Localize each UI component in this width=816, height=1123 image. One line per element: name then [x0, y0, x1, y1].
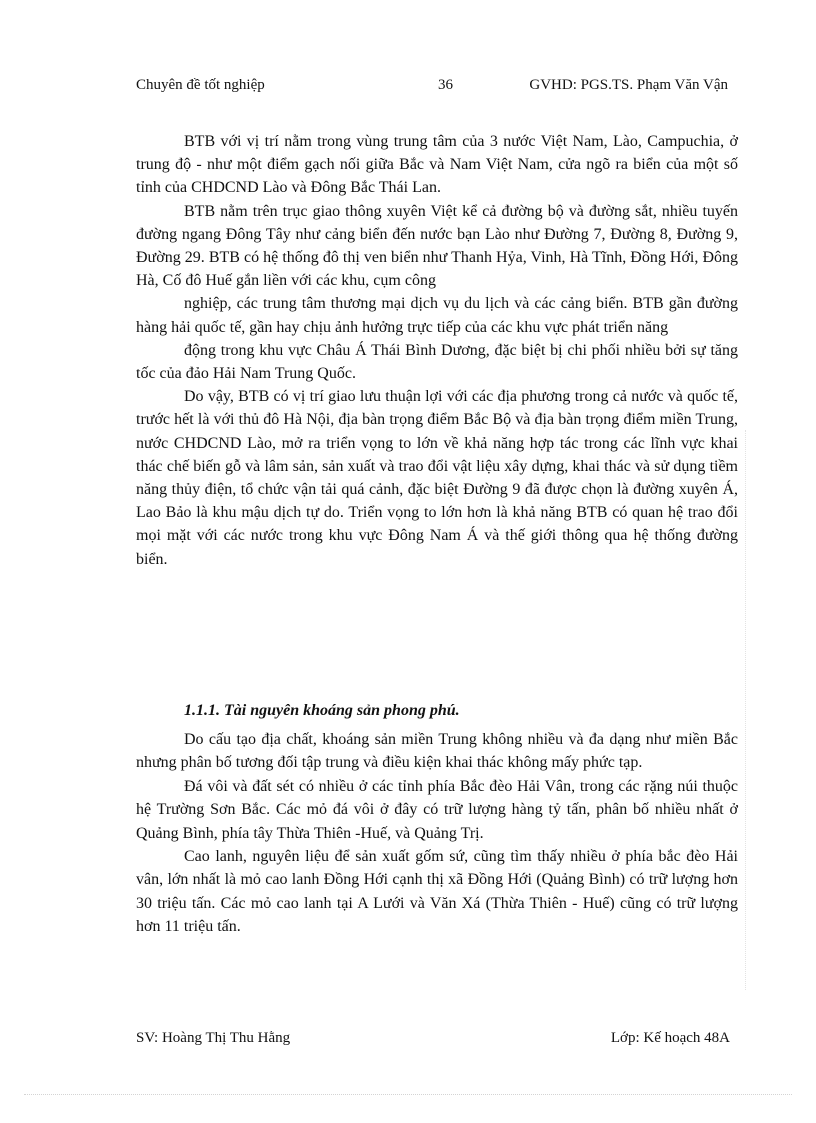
body-section-minerals [136, 728, 738, 939]
paragraph-kaolin: Cao lanh, nguyên liệu để sản xuất gốm sứ, cũng tìm thấy nhiều ở phía bắc đèo Hải vân, lớn nhất là mỏ cao lanh Đồng Hới cạnh thị xã Đồng Hới (Quảng Bình) có trữ lượng hơn 30 triệu tấn. Các mỏ cao lanh tại A Lưới và Văn Xá (Thừa Thiên - Huế) cũng có trữ lượng hơn 11 triệu tấn. [136, 848, 738, 936]
paragraph-geology: Do cấu tạo địa chất, khoáng sản miền Trung không nhiều và đa dạng như miền Bắc nhưng phân bố tương đối tập trung và điều kiện khai thác không mấy phức tạp. [136, 731, 738, 772]
footer-class: Lớp: Kế hoạch 48A [610, 1030, 730, 1046]
body-section-location [136, 130, 738, 571]
paragraph-exchange-prospects: Do vậy, BTB có vị trí giao lưu thuận lợi với các địa phương trong cả nước và quốc tế, trước hết là với thủ đô Hà Nội, địa bàn trọng điểm Bắc Bộ và địa bàn trọng điểm miền Trung, nước CHDCND Lào, mở ra triển vọng to lớn về khả năng hợp tác trong các lĩnh vực khai thác chế biến gỗ và lâm sản, sản xuất và trao đổi vật liệu xây dựng, khai thác và sử dụng tiềm năng thủy điện, tổ chức vận tải quá cảnh, đặc biệt Đường 9 đã được chọn là đường xuyên Á, Lao Bảo là khu mậu dịch tự do. Triển vọng to lớn hơn là khả năng BTB có quan hệ trao đổi mọi mặt với các nước trong khu vực Đông Nam Á và thế giới thông qua hệ thống đường biển. [136, 388, 738, 568]
header-document-type: Chuyên đề tốt nghiệp [136, 77, 265, 93]
margin-guide-line [745, 430, 746, 990]
page-number: 36 [438, 77, 453, 93]
header-supervisor: GVHD: PGS.TS. Phạm Văn Vận [529, 77, 728, 93]
section-heading-mineral-resources: 1.1.1. Tài nguyên khoáng sản phong phú. [184, 702, 460, 719]
paragraph-asia-pacific: động trong khu vực Châu Á Thái Bình Dương, đặc biệt bị chi phối nhiều bởi sự tăng tốc của đảo Hải Nam Trung Quốc. [136, 341, 738, 383]
page-header [136, 77, 730, 97]
footer-student-name: SV: Hoàng Thị Thu Hằng [136, 1030, 291, 1046]
paragraph-transport-axis: BTB nằm trên trục giao thông xuyên Việt kể cả đường bộ và đường sắt, nhiều tuyến đường ngang Đông Tây như cảng biển đến nước bạn Lào như Đường 7, Đường 8, Đường 9, Đường 29. BTB có hệ thống đô thị ven biển như Thanh Hỷa, Vinh, Hà Tĩnh, Đồng Hới, Đông Hà, Cố đô Huế gắn liền với các khu, cụm công [136, 202, 738, 290]
page-bottom-border [24, 1094, 792, 1095]
page-footer [136, 1030, 730, 1050]
paragraph-location-intro: BTB với vị trí nằm trong vùng trung tâm của 3 nước Việt Nam, Lào, Campuchia, ở trung độ - như một điểm gạch nối giữa Bắc và Nam Việt Nam, cửa ngõ ra biển của một số tỉnh của CHDCND Lào và Đông Bắc Thái Lan. [136, 133, 738, 197]
paragraph-limestone-clay: Đá vôi và đất sét có nhiều ở các tỉnh phía Bắc đèo Hải Vân, trong các rặng núi thuộc hệ Trường Sơn Bắc. Các mỏ đá vôi ở đây có trữ lượng hàng tỷ tấn, phân bố nhiều nhất ở Quảng Bình, phía tây Thừa Thiên -Huế, và Quảng Trị. [136, 777, 738, 842]
paragraph-transport-continued: nghiệp, các trung tâm thương mại dịch vụ du lịch và các cảng biển. BTB gần đường hàng hải quốc tế, gần hay chịu ảnh hưởng trực tiếp của các khu vực phát triển năng [136, 295, 738, 336]
